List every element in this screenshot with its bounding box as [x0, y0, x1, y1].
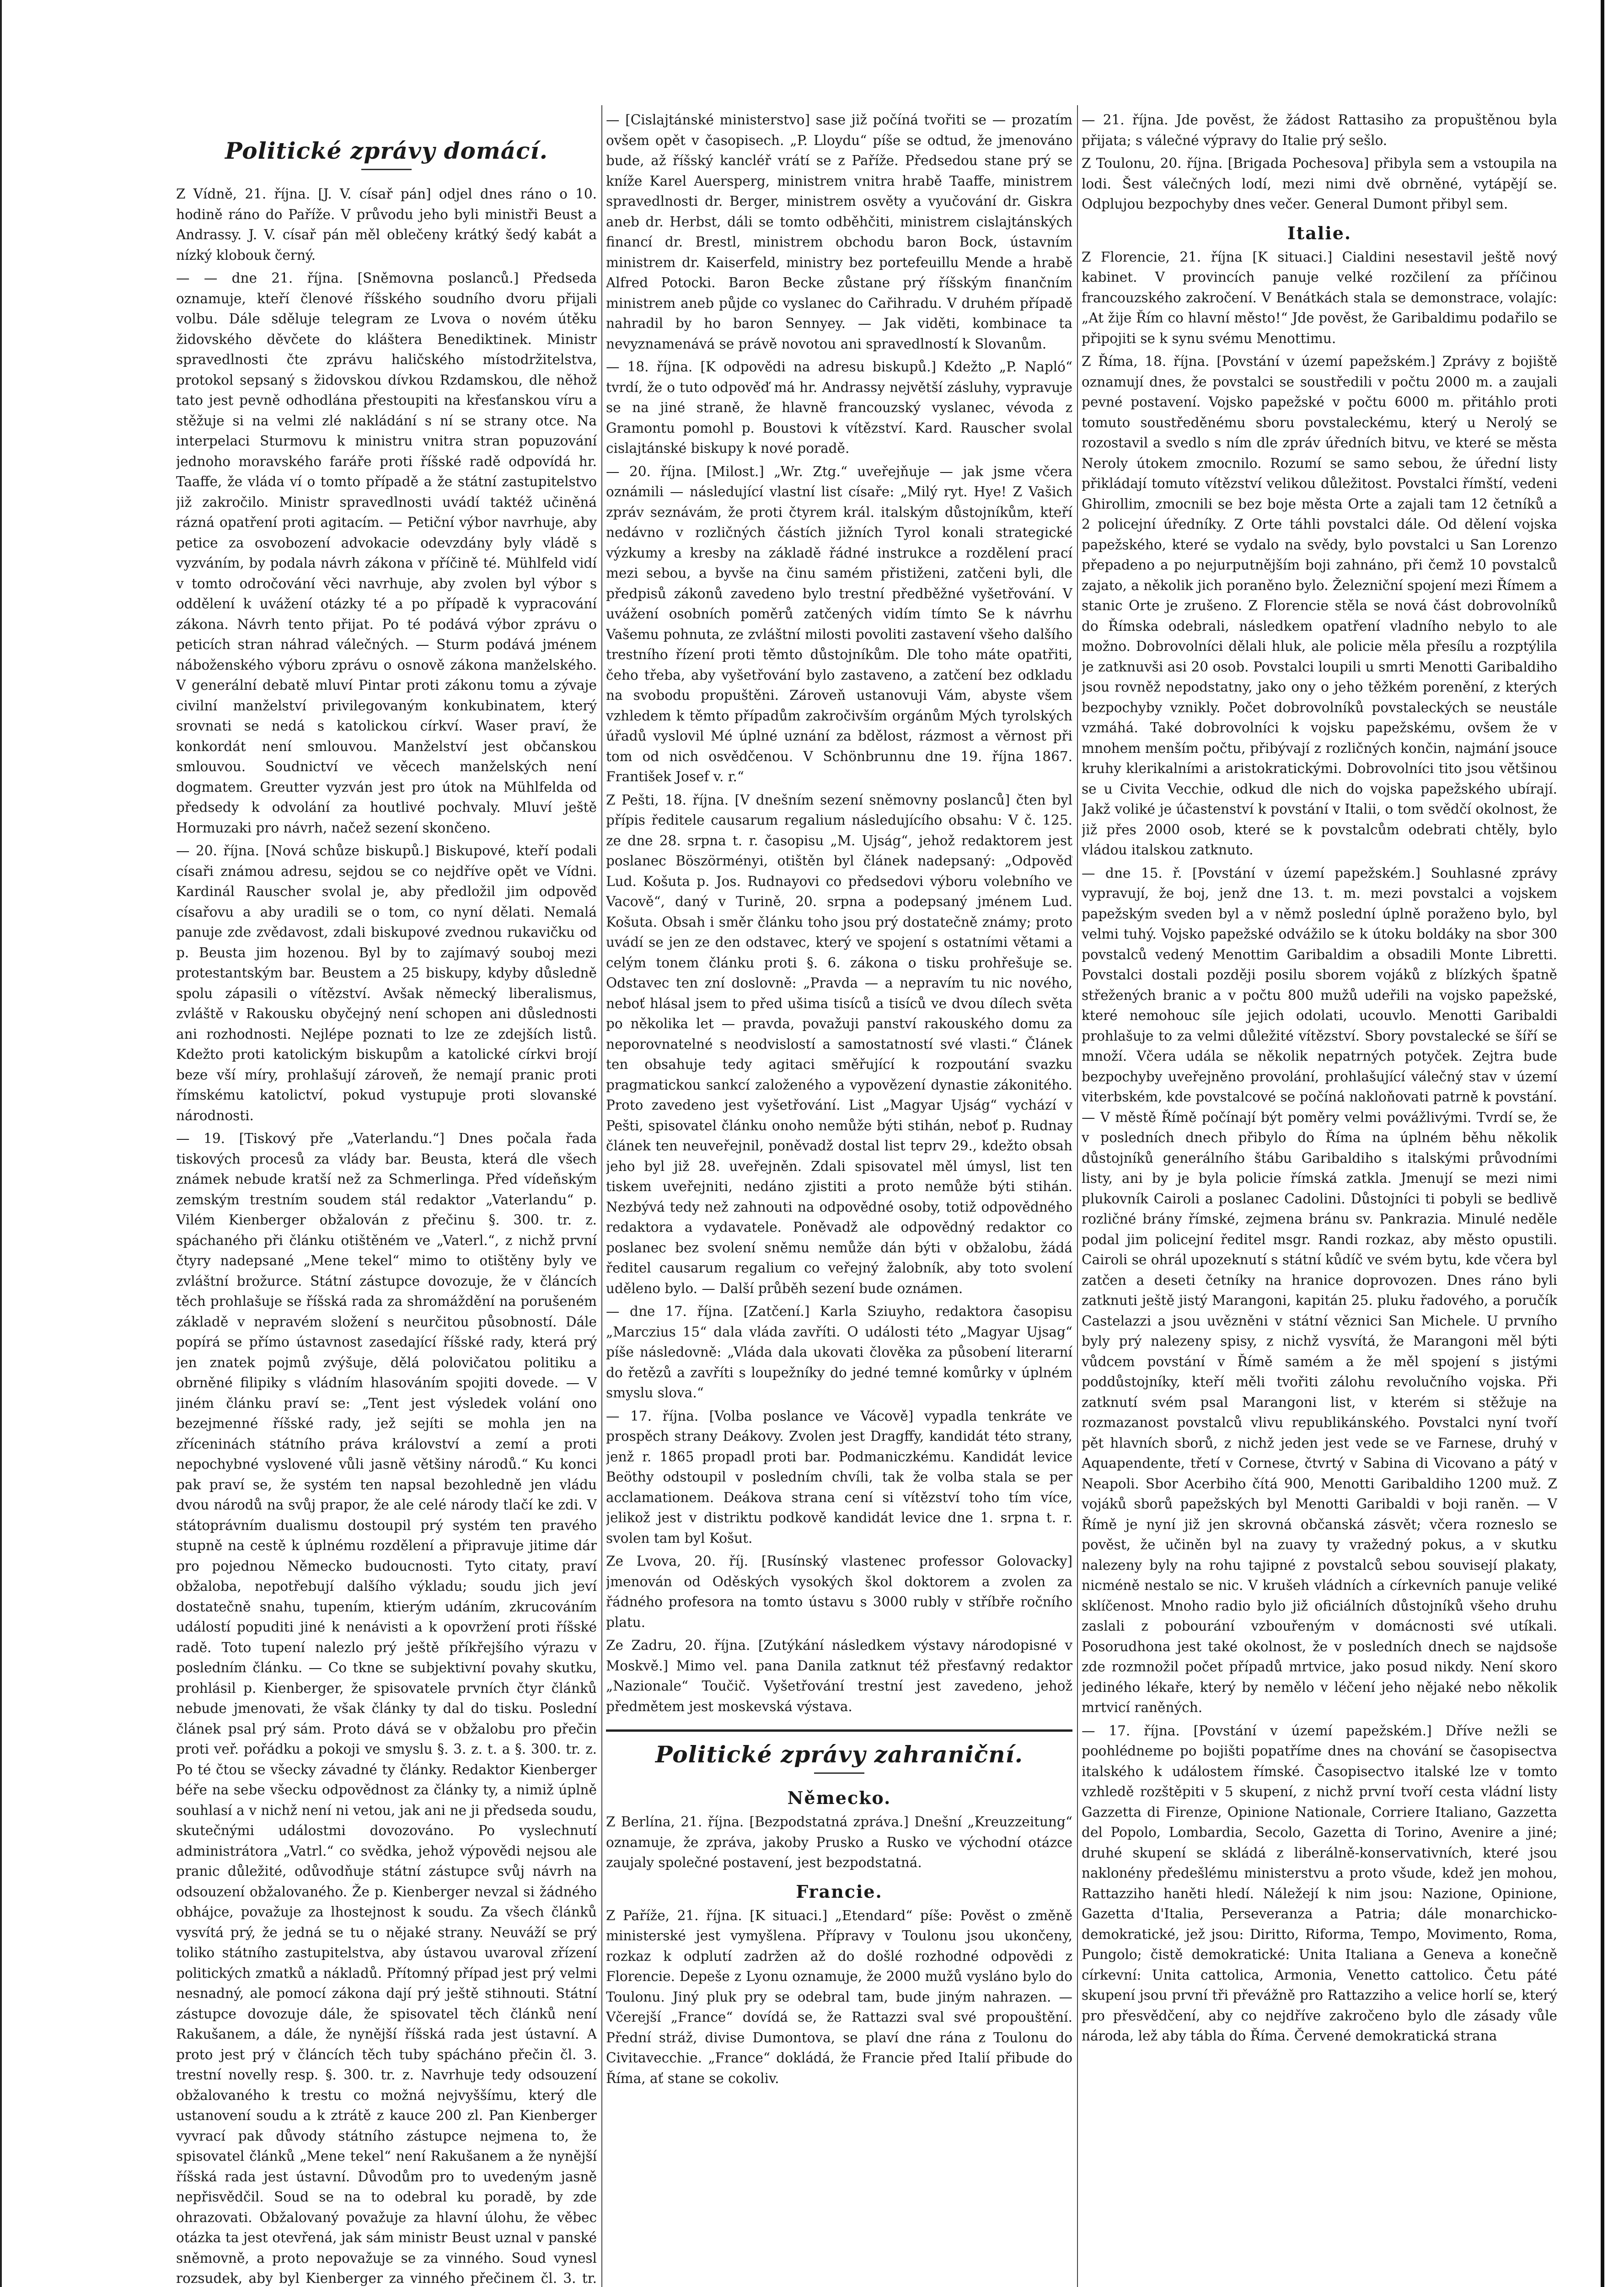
column-rule-2 — [1077, 105, 1078, 2287]
news-item: — 17. října. [Volba poslance ve Vácově] vypadla tenkráte ve prospěch strany Deákovy. Zvolen jest Dragffy, kandidát této strany, jenž r. 1865 propadl proti bar. Podmaniczkému. Kandidát levice Beöthy odstoupil v posledním chvíli, tak že volba stala se per acclamationem. Deákova strana cení si vítězství toho tím více, jelikož jest v distriktu podkově kandidát levice dne 1. srpna t. r. svolen tam byl Košut. — [606, 1408, 1072, 1546]
news-item: — dne 15. ř. [Povstání v území papežském.] Souhlasné zprávy vypravují, že boj, jenž dne 13. t. m. mezi povstalci a vojskem papežským sveden byl a v němž poslední úplně poraženo bylo, byl velmi tuhý. Vojsko papežské odvážilo se k útoku boldáky na sbor 300 povstalců vedený Menottim Garibaldim a obsadili Monte Libretti. Povstalci dostali později posilu sborem vojáků z blízkých špatně střežených branic a v počtu 800 mužů udeřili na vojsko papežské, které nemohouc síle jejich odolati, ucouvlo. Menotti Garibaldi prohlašuje to za velmi důležité vítězství. Sbory povstalecké se šíří se množí. Včera udála se několik nepatrných potyček. Zejtra bude bezpochyby uveřejněno provolání, prohlašující válečný stav v území viterbském, kde povstalcové se počíná nakloňovati patrně k povstání. — V městě Římě počínají být poměry velmi povážlivými. Tvrdí se, že v posledních dnech přibylo do Říma na úplném běhu několik důstojníků generálního štábu Garibaldiho s italskými průvodními listy, ani by je byla policie římská zatkla. Jmenují se mezi nimi plukovník Cairoli a poslanec Cadolini. Důstojníci ti pobyli se bedlivě rozličné brány římské, zejmena bránu sv. Pankrazia. Minulé neděle podal jim policejní ředitel msgr. Randi rozkaz, aby město opustili. Cairoli se ohrál upozeknutí s státní kůdíč ve svém bytu, kde včera byl zatčen a deseti četníky na hranice doprovozen. Dnes ráno byli zatknuti ještě jistý Marangoni, kapitán 25. pluku řadového, a poručík Castelazzi a jsou uvězněni v státní věznici San Michele. U prvního byly prý nalezeny spisy, z nichž vysvítá, že Marangoni měl býti vůdcem povstání v Římě samém a že měl spojení s jistými poddůstojníky, kteří měli tvořiti zálohu revolučního vojska. Při zatknutí svém psal Marangoni list, v kterém si stěžuje na rozmazanost povstalců vlivu republikánského. Povstalci nyní tvoří pět hlavních sborů, z nichž jeden jest vede se ve Farnese, druhý v Aquapendente, třetí v Cornese, čtvrtý v Sabina di Vicovano a pátý v Neapoli. Sbor Acerbiho čítá 900, Menotti Garibaldiho 1200 muž. Z vojáků sborů papežských byl Menotti Garibaldi v boji raněn. — V Římě je nyní již jen skrovná občanská zásvět; včera rozneslo se pověst, že učiněn byl na zuavy ty vražedný pokus, a v skutku nalezeny byly na rohu tajipné z povstalců sebou souvisejí plakaty, nicméně nestalo se nic. V krušeh vládních a církevních panuje veliké sklíčenost. Mnoho radio bylo již oficiálních důstojníků všeho druhu zaslali z pobourání vzbouřeným v domácnosti své utíkali. Posorudhona jest také okolnost, že v posledních dnech se najdsoše zde rozmnožil počet případů mrtvice, jako posud nikdy. Není skoro jediného lékaře, který by nemělo v léčení jeho nějaké nebo několik mrtvicí raněných. — [1082, 865, 1557, 1715]
country-heading-italy: Italie. — [1287, 222, 1352, 243]
news-item: Z Říma, 18. října. [Povstání v území papežském.] Zprávy z bojiště oznamují dnes, že povstalci se soustředili v počtu 2000 m. a zaujali pevné postavení. Vojsko papežské v počtu 6000 m. přitáhlo proti tomuto soustředěnému sboru povstaleckému, který u Nerolý se rozostavil a svedlo s ním dle zpráv úředních bitvu, ve které se města Neroly útokem zmocnilo. Rozumí se samo sebou, že úřední listy přikládají tomuto vítězství velikou důležitost. Povstalci římští, vedeni Ghirollim, zmocnili se bez boje města Orte a zajali tam 12 četníků a 2 policejní úředníky. Z Orte táhli povstalci dále. Od dělení vojska papežského, které se vydalo na svědy, bylo povstalci u San Lorenzo přepadeno a po nejurputnějším boji zahnáno, při čemž 10 povstalců zajato, a několik jich poraněno bylo. Železniční spojení mezi Římem a stanic Orte je zrušeno. Z Florencie stěla se nová část dobrovolníků do Římska odebrali, následkem opatření vladního nebylo to ale možno. Dobrovolníci dělali hluk, ale policie měla přesílu a rozptýlila je zatknuvši asi 20 osob. Povstalci loupili u smrti Menotti Garibaldiho jsou rovněž nepodstatny, jako ony o jeho těžkém porenění, z kterých bezpochyby vznikly. Počet dobrovolníků povstaleckých se neustále vzmáhá. Také dobrovolníci k vojsku papežskému, ovšem že v mnohem menším počtu, přibývají z rozličných končin, najmání jsouce kruhy klerikalními a aristokratickými. Dobrovolníci tito jsou většinou se u Civita Vecchie, odkud dle nich do vojska papežského ubírají. Jakž voliké je účastenství k povstání v Italii, o tom svědčí okolnost, že již přes 2000 osob, které se k povstalcům odebrati chtěly, bylo vládou italskou zatknuto. — [1082, 354, 1557, 858]
news-item: — dne 17. října. [Zatčení.] Karla Sziuyho, redaktora časopisu „Marczius 15“ dala vláda zavříti. O události této „Magyar Ujsag“ píše následovně: „Vláda dala ukovati člověka za působení literarní do řetězů a zavříti s loupežníky do jedné temné komůrky v úplném smyslu slova.“ — [606, 1304, 1072, 1401]
news-item: Ze Lvova, 20. říj. [Rusínský vlastenec professor Golovacky] jmenován od Oděských vysokých škol doktorem a zvolen za řádného profesora na tomto ústavu s 3000 rubly v stříbře ročního platu. — [606, 1553, 1072, 1630]
news-item: Z Vídně, 21. října. [J. V. císař pán] odjel dnes ráno o 10. hodině ráno do Paříže. V průvodu jeho byli ministři Beust a Andrassy. J. V. císař pán měl oblečeny krátký šedý kabát a nízký klobouk černý. — [176, 186, 597, 263]
news-item: — 17. října. [Povstání v území papežském.] Dříve nežli se poohlédneme po bojišti popatříme dnes na chování se časopisectva italského k událostem římské. Časopisectvo italské lze v tomto vzhledě rozštěpiti v 5 skupení, z nichž první tvoří cesta vládní listy Gazzetta di Firenze, Opinione Nationale, Corriere Italiano, Gazzetta del Popolo, Lombardia, Secolo, Gazetta di Torino, Avenire a jiné; druhé skupení se skládá z liberálně-konservativních, které jsou naklonény předešlému ministerstvu a proto všude, kdež jen mohou, Rattazziho haněti hledí. Náležejí k nim jsou: Nazione, Opinione, Gazetta d'Italia, Perseveranza a Patria; dále monarchicko-demokratické, jež jsou: Diritto, Riforma, Tempo, Movimento, Roma, Pungolo; čistě demokratické: Unita Italiana a Geneva a konečně církevní: Unita cattolica, Armonia, Venetto cattolico. Četu páté skupení jsou první tři převážně pro Rattazziho a velice horlí se, který pro přesvědčení, aby co nejdříve zakročeno bylo dle zásady vůle národa, lež aby tábla do Říma. Červené demokratická strana — [1082, 1723, 1557, 2044]
column-3 — [1082, 110, 1557, 2287]
country-heading-germany: Německo. — [787, 1788, 891, 1808]
news-item: — 20. října. [Milost.] „Wr. Ztg.“ uveřejňuje — jak jsme včera oznámili — následující vlastní list císaře: „Milý ryt. Hye! Z Vašich zpráv seznávám, že proti čtyrem král. italským důstojníkům, kteří nedávno v rozličných částích jižních Tyrol konali strategické výzkumy a kresby na základě řádné instrukce a rozdělení prací mezi sebou, a byvše na činu samém přistiženi, zatčeni byli, dle předpisů zákonů zavedeno bylo trestní předběžné vyšetřování. V uvážení osobních poměrů zatčených vidím tímto Se k návrhu Vašemu pohnuta, ze zvláštní milosti povoliti zastavení všeho dalšího trestního řízení proti těmto důstojníkům. Dle toho máte opatřiti, čeho třeba, aby vyšetřování bylo zastaveno, a zatčení bez odkladu na svobodu propuštěni. Zároveň ustanovuji Vám, abyste všem vzhledem k těmto případům zakročivším orgánům Mých tyrolských úřadů vyslovil Mé úplné uznání za bdělost, rázmost a věrnost při tom od nich osvědčenou. V Schönbrunnu dne 19. října 1867. František Josef v. r.“ — [606, 463, 1072, 784]
news-item: Z Berlína, 21. října. [Bezpodstatná zpráva.] Dnešní „Kreuzzeitung“ oznamuje, že zpráva, jakoby Prusko a Rusko ve východní otázce zaujaly společné postavení, jest bezpodstatná. — [606, 1814, 1072, 1870]
news-item: — — dne 21. října. [Sněmovna poslanců.] Předseda oznamuje, kteří členové říšského soudního dvoru přijali volbu. Dále sděluje telegram ze Lvova o novém útěku židovského děvčete do kláštera Benediktinek. Ministr spravedlnosti čte zprávu haličského místodržitelstva, protokol sepsaný s židovskou dívkou Rzdamskou, dle něhož tato jest pevně odhodlána přestoupiti na křesťanskou víru a stěžuje si na velmi zlé nakládání s ní se strany otce. Na interpelaci Sturmovu k ministru vnitra stran popuzování jednoho moravského faráře proti říšské radě odpovídá hr. Taaffe, že vláda ví o tomto případě a že státní zastupitelstvo již zakročilo. Ministr spravedlnosti uvádí taktéž učiněná rázná opatření proti agitacím. — Petiční výbor navrhuje, aby petice za osvobození advokacie odevzdány byly vládě s vyzváním, by podala návrh zákona v příčině té. Mühlfeld vidí v tomto odročování věci navrhuje, aby zvolen byl výbor s oddělení k uvážení otázky té a po případě k vypracování zákona. Návrh tento přijat. Po té podává výbor zprávu o peticích stran náhrad válečných. — Sturm podává jménem náboženského výboru zprávu o osnově zákona manželského. V generální debatě mluví Pintar proti zákonu tomu a zývaje civilní manželství privilegovaným konkubinatem, který srovnati se nedá s katolickou církví. Waser praví, že konkordát není smlouvou. Manželství jest občanskou smlouvou. Soudnictví ve věcech manželských není dogmatem. Greutter vyzván jest pro útok na Mühlfelda od předsedy k odvolání za houtlivé pochvaly. Mluví ještě Hormuzaki pro návrh, načež sezení skončeno. — [176, 270, 597, 836]
news-item: Z Toulonu, 20. října. [Brigada Pochesova] přibyla sem a vstoupila na lodi. Šest válečných lodí, mezi nimi dvě obrněné, vytápějí se. Odplujou bezpochyby dnes večer. General Dumont přibyl sem. — [1082, 156, 1557, 212]
column-2 — [606, 110, 1072, 2287]
page-edge-rule — [0, 0, 2, 2287]
news-item: — 18. října. [K odpovědi na adresu biskupů.] Kdežto „P. Napló“ tvrdí, že o tuto odpověď má hr. Andrassy největší zásluhy, vypravuje se na jiné straně, že hlavně francouzský vyslanec, vévoda z Gramontu pomohl p. Boustovi k vítězství. Kard. Rauscher svolal cislajtánské biskupy k nové poradě. — [606, 359, 1072, 456]
page-right-edge — [1601, 0, 1604, 2287]
news-item: — [Cislajtánské ministerstvo] sase již počíná tvořiti se — prozatím ovšem opět v časopisech. „P. Lloydu“ píše se odtud, že jmenováno bude, až říšský kancléř vrátí se z Paříže. Předsedou stane prý se kníže Karel Auersperg, ministrem vnitra hrabě Taaffe, ministrem spravedlnosti dr. Berger, ministrem osvěty a vyučování dr. Giskra aneb dr. Herbst, dáli se tomto odběhčiti, ministrem cislajtánských financí dr. Brestl, ministrem obchodu baron Bock, ústavním ministrem dr. Kaiserfeld, ministry bez portefeuillu Mende a hrabě Alfred Potocki. Baron Becke zůstane prý říšským finančním ministrem aneb půjde co vyslanec do Cařihradu. V druhém případě nahradil by ho baron Sennyey. — Jak viděti, kombinace ta nevyznamenává se právě novotou ani spravedlností k Slovanům. — [606, 112, 1072, 352]
section-divider — [606, 1729, 1072, 1732]
title-rule — [814, 1772, 864, 1774]
news-item: — 20. října. [Nová schůze biskupů.] Biskupové, kteří podali císaři známou adresu, sejdou se co nejdříve opět ve Vídni. Kardinál Rauscher svolal je, aby předložil jim odpověď císařovu a aby uradili se o tom, co nyní dělati. Nemalá panuje zde zvědavost, zdali biskupové zvednou rukavičku od p. Beusta jim hozenou. Byl by to zajímavý souboj mezi protestantským bar. Beustem a 25 biskupy, kdyby důsledně spolu zápasili o vítězství. Avšak německý liberalismus, zvláště v Rakousku obyčejný není schopen ani důslednosti ani rozhodnosti. Nejlépe poznati to lze ze zdejších listů. Kdežto proti katolickým biskupům a katolické církvi brojí beze vší míry, prohlašují zároveň, že nemají pranic proti římskému katolictví, pokud vystupuje proti slovanské národnosti. — [176, 843, 597, 1123]
news-item: Z Paříže, 21. října. [K situaci.] „Etendard“ píše: Pověst o změně ministerské jest vymyšlena. Přípravy v Toulonu jsou ukončeny, rozkaz k odplutí zadržen až do došlé rozhodné odpovědi z Florencie. Depeše z Lyonu oznamuje, že 2000 mužů vysláno bylo do Toulonu. Jiný pluk pry se odebral tam, bude jiným nahrazen. — Včerejší „France“ dovídá se, že Rattazzi sval své propouštění. Přední stráž, divise Dumontova, se plaví dne rána z Toulonu do Civitavecchie. „France“ dokládá, že Francie před Italií přibude do Říma, ať stane se cokoliv. — [606, 1907, 1072, 2086]
news-item: Z Pešti, 18. října. [V dnešním sezení sněmovny poslanců] čten byl přípis ředitele causarum regalium následujícího obsahu: V č. 125. ze dne 28. srpna t. r. časopisu „M. Ujság“, jehož redaktorem jest poslanec Böszörményi, otištěn byl článek nadepsaný: „Odpověď Lud. Košuta p. Jos. Rudnayovi co předsedovi výboru volebního ve Vacově“, daný v Turině, 20. srpna a podepsaný jménem Lud. Košuta. Obsah i směr článku toho jsou prý dostatečně známy; proto uvádí se jen ze den odstavec, který ve spojení s ostatními větami a celým tonem článku proti §. 6. zákona o tisku prohřešuje se. Odstavec ten zní doslovně: „Pravda — a nepravím tu nic nového, neboť hlásal jsem to před ušima tisíců a tisíců ve dvou dílech světa po několika let — pravda, považuji panství rakouského domu za neporovnatelné s neodvislostí a samostatností své vlasti.“ Článek ten obsahuje tedy agitaci směřující k rozpoutání svazku pragmatickou sankcí založeného a vypovězení dynastie zákonitého. Proto zavedeno jest vyšetřování. List „Magyar Ujság“ vychází v Pešti, spisovatel článku onoho nemůže býti stihán, neboť p. Rudnay článek ten neuveřejnil, poněvadž dostal list teprv 29., kdežto obsah jeho byl již 28. uveřejněn. Zdali spisovatel měl úmysl, list ten tiskem uveřejniti, nedáno zjistiti a proto nemůže býti stihán. Nezbývá tedy než zahnouti na odpovědné osoby, totiž odpovědného redaktora a vydavatele. Poněvadž ale odpovědný redaktor co poslanec bez svolení sněmu nemůže dán býti v obžalobu, žádá ředitel causarum regalium co veřejný žalobník, aby toto svolení uděleno bylo. — Další průběh sezení bude oznámen. — [606, 792, 1072, 1296]
news-item: Ze Zadru, 20. října. [Zutýkání následkem výstavy národopisné v Moskvě.] Mimo vel. pana Danila zatknut též přesťavný redaktor „Nazionale“ Toučič. Vyšetřování trestní jest zavedeno, jehož předmětem jest moskevská výstava. — [606, 1637, 1072, 1714]
column-1 — [176, 110, 597, 2287]
country-heading-france: Francie. — [796, 1881, 883, 1902]
column-rule-1 — [601, 105, 602, 2287]
news-item: — 21. října. Jde pověst, že žádost Rattasiho za propuštěnou byla přijata; s válečné výpravy do Italie prý sešlo. — [1082, 112, 1557, 148]
title-rule — [361, 169, 412, 170]
news-item: — 19. [Tiskový pře „Vaterlandu.“] Dnes počala řada tiskových procesů za vlády bar. Beusta, která dle všech známek nebude kratší než za Schmerlinga. Před vídeňským zemským trestním soudem stál redaktor „Vaterlandu“ p. Vilém Kienberger obžalován z přečinu §. 300. tr. z. spáchaného při článku otištěném ve „Vaterl.“, z nichž první čtyry nadepsané „Mene tekel“ mimo to otištěny byly ve zvláštní brožurce. Státní zástupce dovozuje, že v článcích těch prohlašuje se říšská rada za shromáždění na porušeném základě v nepravém složení s neurčitou působností. Dále popírá se přímo ústavnost zasedající říšské rady, která prý jen znatek pojmů zvýšuje, dělá polovičatou politiku a obrněné filipiky s vládním hlasováním spojiti dovede. — V jiném článku praví se: „Tent jest výsledek volání ono bezejmenné říšské rady, jež sejíti se mohla jen na zříceninách státního práva království a zemí a proti nepochybné vyslovené vůli jasně většiny národů.“ Ku konci pak praví se, že systém ten napsal bezohledně jen vládu dvou národů na svůj prapor, že ale celé národy tlačí ke zdi. V státoprávním dualismu dostoupil prý systém ten pravého stupně na cestě k úplnému rozdělení a připravuje jitime dár pro pojednou Německo budoucnosti. Tyto citaty, praví obžaloba, nepotřebují dalšího výkladu; soudu jich jeví dostatečně snahu, tupením, ktierým udáním, zkrucováním událostí popuditi jiné k nenávisti a k opovržení proti říšské radě. Toto tupení nalezlo prý ještě příkřejšího výrazu v posledním článku. — Co tkne se subjektivní povahy skutku, prohlásil p. Kienberger, že spisovatele prvních čtyr článků nebude jmenovati, že však články ty dal do tisku. Poslední článek psal prý sám. Proto dává se v obžalobu pro přečin proti veř. pořádku a pokoji ve smyslu §. 3. z. t. a §. 300. tr. z. Po té čtou se všecky závadné ty články. Redaktor Kienberger béře na sebe všecku odpovědnost za články ty, a nimiž úplně souhlasí a v nichž není ni vetou, jak ani ne ji předseda soudu, skutečnými událostmi dovozováno. Po vyslechnutí administrátora „Vatrl.“ co svědka, jehož výpovědi nejsou ale pranic důležité, odůvodňuje státní zástupce svůj návrh na odsouzení obžalovaného. Že p. Kienberger nevzal si žádného obhájce, považuje za lhostejnost k soudu. Za všech článků vysvítá prý, že jedná se tu o nějaké strany. Neuváží se prý toliko státního zastupitelstva, aby ústavou uvaroval zřízení politických zmatků a nákladů. Přítomný případ jest prý velmi nesnadný, ale pomocí zákona dají prý ještě stihnouti. Státní zástupce dovozuje dále, že spisovatel těch článků není Rakušanem, a dále, že nynější říšská rada jest ústavní. A proto jest prý v článcích těch tuby spácháno přečin čl. 3. trestní novelly resp. §. 300. tr. z. Navrhuje tedy odsouzení obžalovaného k trestu co možná nejvyššímu, který dle ustanovení soudu a k ztrátě z kauce 200 zl. Pan Kienberger vyvrací pak důvody státního zástupce nejmena to, že spisovatel článků „Mene tekel“ není Rakušanem a že nynější říšská rada jest ústavní. Důvodům pro to uvedeným jasně nepřisvědčil. Soud se na to odebral ku poradě, by zde ohrazovati. Obžalovaný považuje za hlavní úlohu, že věbec otázka ta jest otevřená, jak sám ministr Beust uznal v panské sněmovně, a proto nepovažuje se za vinného. Soud vynesl rozsudek, aby byl Kienberger za vinného přečinem čl. 3. tr. — [176, 1131, 597, 2286]
news-item: Z Florencie, 21. října [K situaci.] Cialdini nesestavil ještě nový kabinet. V provincích panuje velké rozčilení za příčinou francouzského zakročení. V Benátkách stala se demonstrace, volajíc: „At žije Řím co hlavní město!“ Jde pověst, že Garibaldimu podařilo se připojiti se k synu svému Menottimu. — [1082, 249, 1557, 346]
domestic-section-title: Politické zprávy domácí. — [225, 137, 548, 164]
foreign-section-title: Politické zprávy zahraniční. — [655, 1741, 1024, 1768]
